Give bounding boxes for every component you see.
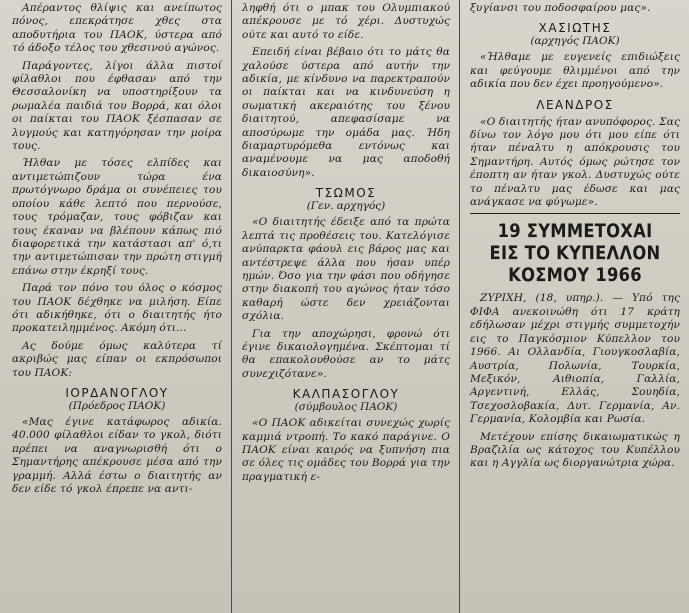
paragraph: ξυγίανσι του ποδοσφαίρου μας». (470, 2, 651, 14)
column-rule (231, 0, 232, 613)
speaker-name: ΤΣΩΜΟΣ (315, 186, 377, 201)
paragraph: Παράγοντες, λίγοι άλλα πιστοί φίλαθλοι που έφθασαν από την Θεσσαλονίκη να υποστηρίξουν τα ρωμαλέα παιδιά του Βορρά, και όλοι οι παίκται του ΠΑΟΚ ξέσπασαν σε λυγμούς και κατηγόρησαν την μοίρα τους. (12, 59, 222, 153)
paragraph: «Ο διαιτητής έδειξε από τα πρώτα λεπτά τις προθέσεις του. Κατελόγισε ανύπαρκτα φάουλ εις βάρος μας και αντέστρεψε άλλα που ήσαν υπέρ ημών. Όσο για την φάσι που οδήγησε στην διακοπή του αγώνος ήταν τόσο καθαρή ώστε δεν χρειάζονται σχόλια. (242, 216, 450, 323)
paragraph: «Ο διαιτητής ήταν ανυπόφορος. Σας δίνω τον λόγο μου ότι μου είπε ότι ήταν πέναλτυ η απόκρουσις του Σημαντήρη. Αυτός όμως ρώτησε τον έποπτη αν ήταν γκολ. Δυστυχώς ούτε το πέναλτυ μας έδωσε και μας ανάγκασε να φύγωμε». (470, 115, 680, 209)
speaker-heading (242, 387, 450, 413)
speaker-name: ΚΑΛΠΑΣΟΓΛΟΥ (292, 387, 400, 402)
headline-line: 19 ΣΥΜΜΕΤΟΧΑΙ (497, 220, 653, 243)
paragraph: Ας δούμε όμως καλύτερα τί ακριβώς μας είπαν οι εκπρόσωποι του ΠΑΟΚ: (12, 339, 222, 379)
paragraph: Ήλθαν με τόσες ελπίδες και αντιμετώπιζουν τώρα ένα πρωτόγνωρο δράμα οι συνέπειες του οποίου κάθε λεπτό που περνούσε, τους τρόμαζαν, τους φόβιζαν και τους έκαναν να βλέπουν κάπως πιό διαφορετικά την κατάστασι απ' ό,τι την αντιμετώπισαν την πρώτη στιγμή επάνω στην έκρηξί τους. (12, 157, 222, 277)
speaker-name: ΙΟΡΔΑΝΟΓΛΟΥ (65, 385, 169, 400)
section-divider (470, 213, 680, 214)
column-2 (236, 0, 456, 613)
paragraph: ληφθή ότι ο μπακ του Ολυμπιακού απέκρουσε με τό χέρι. Δυστυχώς ούτε και αυτό το είδε. (242, 2, 450, 41)
speaker-role: (Πρόεδρος ΠΑΟΚ) (68, 399, 166, 412)
column-3 (464, 0, 686, 613)
paragraph: Παρά τον πόνο του όλος ο κόσμος του ΠΑΟΚ δέχθηκε να μιλήση. Είπε ότι αδικήθηκε, ότι ο διαιτητής ήτο προκατειλημμένος. Ακόμη ότι... (12, 282, 222, 335)
speaker-heading (12, 386, 222, 412)
paragraph: ΖΥΡΙΧΗ, (18, υπηρ.). — Υπό της ΦΙΦΑ ανεκοινώθη ότι 17 κράτη εδήλωσαν μέχρι στιγμής συμμετοχήν εις το Παγκόσμιον Κύπελλον του 1966. Αι Ολλανδία, Γιουγκοσλαβία, Αυστρία, Πολωνία, Τουρκία, Μεξικόν, Αιθιοπία, Γαλλία, Αργεντινή, Ελλάς, Σουηδία, Τσεχοσλοβακία, Δυτ. Γερμανία, Αν. Γερμανία, Κολομβία και Ρωσία. (470, 292, 680, 426)
article-headline (485, 220, 666, 286)
speaker-heading (470, 98, 680, 112)
paragraph: Μετέχουν επίσης δικαιωματικώς η Βραζιλία ως κάτοχος του Κυπέλλου και η Αγγλία ως διοργανώτρια χώρα. (470, 430, 680, 470)
speaker-name: ΛΕΑΝΔΡΟΣ (536, 97, 614, 112)
headline-line: ΕΙΣ ΤΟ ΚΥΠΕΛΛΟΝ (489, 242, 661, 265)
speaker-heading (242, 186, 450, 212)
speaker-role: (αρχηγός ΠΑΟΚ) (530, 35, 620, 48)
speaker-role: (σύμβουλος ΠΑΟΚ) (294, 401, 398, 414)
paragraph: «Ο ΠΑΟΚ αδικείται συνεχώς χωρίς καμμιά ντροπή. Το κακό παράγινε. Ο ΠΑΟΚ είναι καιρός να ξυπνήση πια σε όλες τις ομάδες του Βορρά για την πραγματική ε- (242, 417, 450, 483)
paragraph: «Ήλθαμε με ευγενείς επιδιώξεις και φεύγουμε θλιμμένοι από την αδικία που δεν έχει προηγούμενο». (470, 51, 680, 91)
column-rule (459, 0, 460, 613)
column-1 (6, 0, 228, 613)
paragraph: Απέραντος θλίψις και ανείπωτος πόνος, επεκράτησε χθες στα αποδυτήρια του ΠΑΟΚ, ύστερα από τό άδοξο τέλος του χθεσινού αγώνος. (12, 2, 222, 55)
paragraph: Επειδή είναι βέβαιο ότι το μάτς θα χαλούσε ύστερα από αυτήν την αδικία, με κίνδυνο να παρεκτραπούν οι παίκται και να κινδυνεύση η σωματική ακεραιότης του ξένου διαιτητού, απεφασίσαμε να αποσύρωμε την ομάδα μας. Ήδη διαμαρτυρόμεθα εντόνως και αναμένουμε να μας αποδοθή δικαιοσύνη». (242, 46, 450, 179)
paragraph: Για την αποχώρησι, φρονώ ότι έγινε δικαιολογημένα. Σκέπτομαι τί θα επακολουθούσε αν το μάτς συνεχιζότανε». (242, 327, 450, 380)
speaker-role: (Γεν. αρχηγός) (306, 200, 386, 213)
headline-line: ΚΟΣΜΟΥ 1966 (508, 264, 642, 287)
speaker-name: ΧΑΣΙΩΤΗΣ (538, 21, 612, 36)
speaker-heading (470, 21, 680, 47)
paragraph: «Μας έγινε κατάφωρος αδικία. 40.000 φίλαθλοι είδαν το γκολ, διότι πρέπει να αναγνωρισθή ότι ο Σημαντήρης απέκρουσε μέσα από την γραμμή. Αλλά έστω ο διαιτητής αν δεν είδε τό γκολ έπρεπε να αντι- (12, 415, 222, 495)
